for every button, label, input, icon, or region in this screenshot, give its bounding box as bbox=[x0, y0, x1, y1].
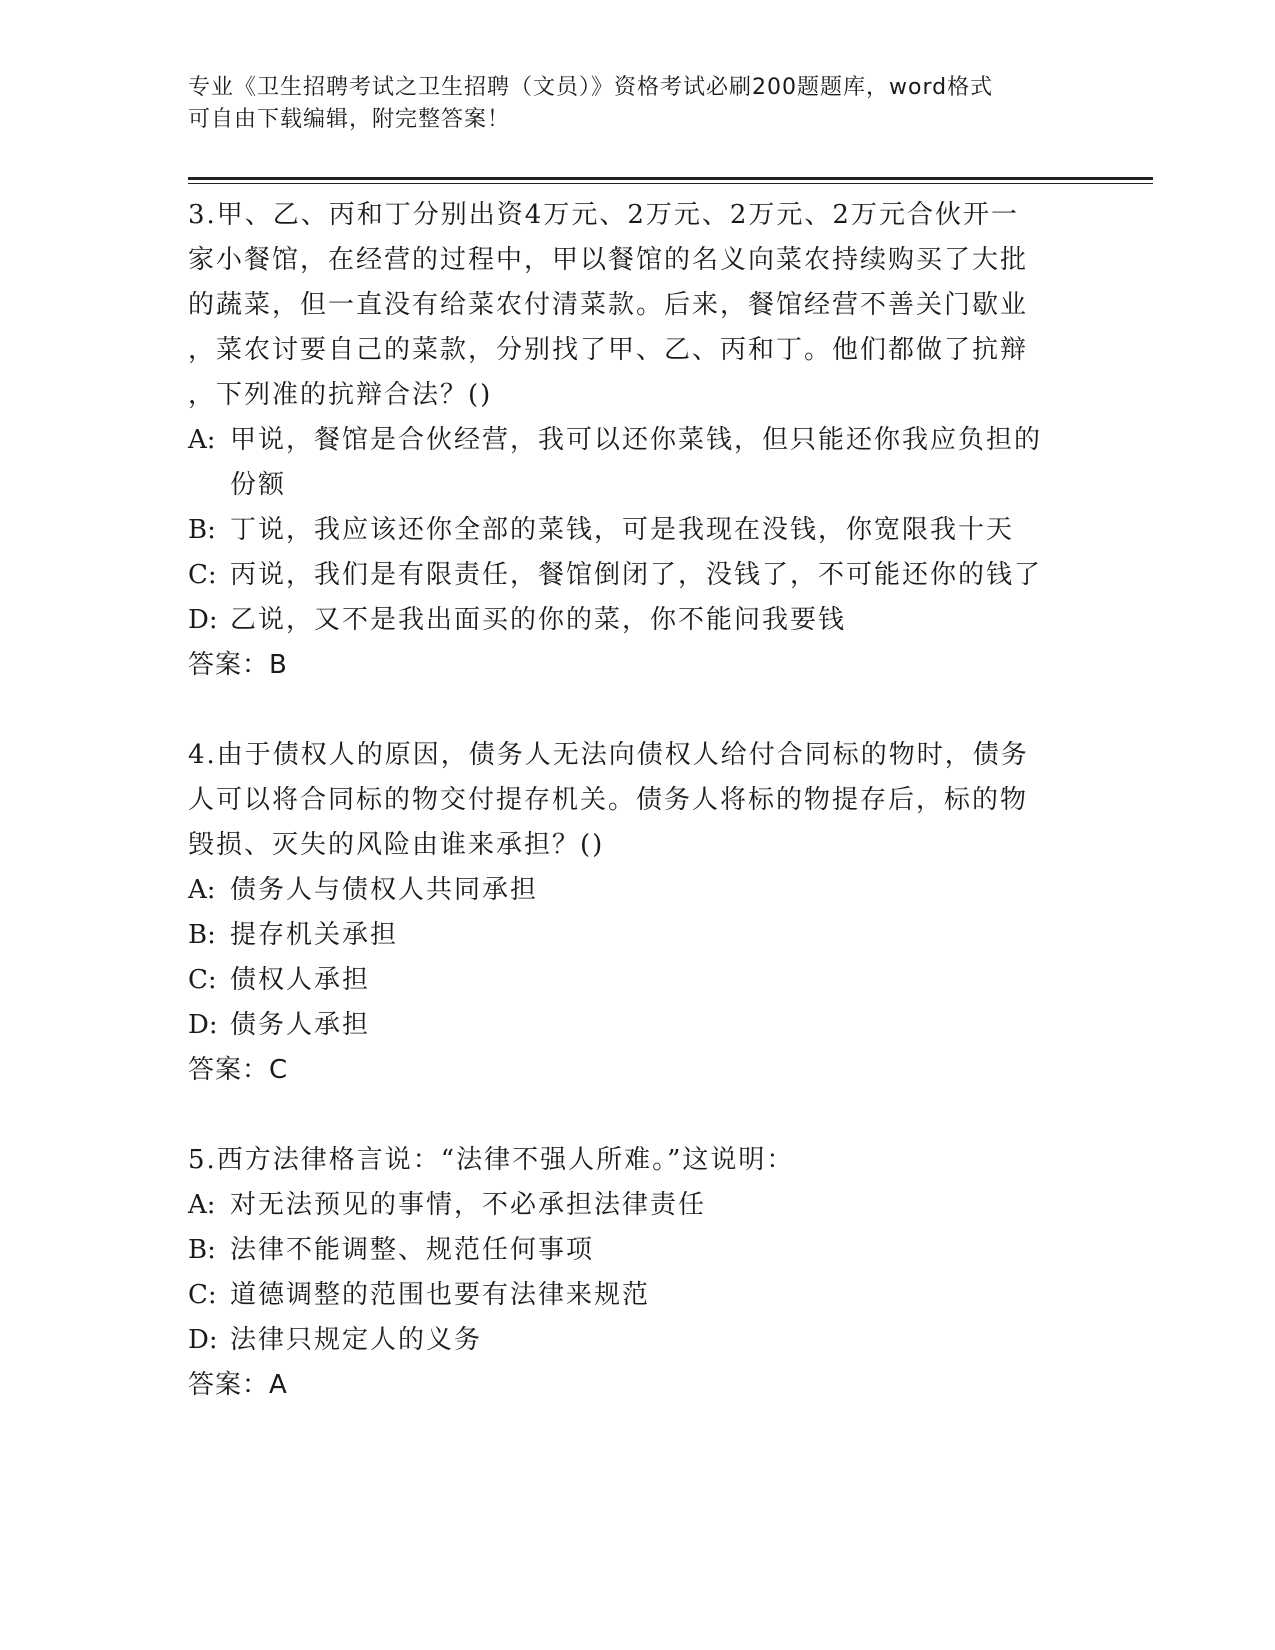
option-c bbox=[188, 958, 1068, 1003]
question-stem-line: 毁损、灭失的风险由谁来承担？() bbox=[188, 830, 605, 860]
option-b bbox=[188, 508, 1068, 553]
question-5 bbox=[188, 1138, 1068, 1408]
option-text: 法律不能调整、规范任何事项 bbox=[230, 1235, 595, 1265]
question-stem-line: ，下列准的抗辩合法？() bbox=[188, 380, 493, 410]
option-letter: A: bbox=[188, 1190, 216, 1220]
option-text: 道德调整的范围也要有法律来规范 bbox=[230, 1280, 651, 1310]
option-text: 丙说，我们是有限责任，餐馆倒闭了，没钱了，不可能还你的钱了 bbox=[230, 560, 1043, 590]
option-text: 提存机关承担 bbox=[230, 920, 399, 950]
option-text: 丁说，我应该还你全部的菜钱，可是我现在没钱，你宽限我十天 bbox=[230, 515, 1015, 545]
question-stem-line: 3.甲、乙、丙和丁分别出资4万元、2万元、2万元、2万元合伙开一 bbox=[188, 200, 1019, 230]
question-list bbox=[188, 193, 1068, 1408]
option-letter: B: bbox=[188, 920, 216, 950]
option-b bbox=[188, 1228, 1068, 1273]
answer-line: 答案：C bbox=[188, 1055, 289, 1085]
header-rule-thin bbox=[188, 183, 1153, 184]
page-header bbox=[188, 72, 1068, 136]
option-letter: D: bbox=[188, 1325, 218, 1355]
question-stem-line: 5.西方法律格言说：“法律不强人所难。”这说明： bbox=[188, 1145, 795, 1175]
answer-line: 答案：A bbox=[188, 1370, 288, 1400]
option-text: 法律只规定人的义务 bbox=[230, 1325, 483, 1355]
option-d bbox=[188, 598, 1068, 643]
option-letter: D: bbox=[188, 1010, 218, 1040]
option-a bbox=[188, 1183, 1068, 1228]
option-text: 甲说，餐馆是合伙经营，我可以还你菜钱，但只能还你我应负担的份额 bbox=[230, 425, 1043, 500]
option-letter: C: bbox=[188, 965, 217, 995]
option-text: 对无法预见的事情，不必承担法律责任 bbox=[230, 1190, 707, 1220]
option-a bbox=[188, 868, 1068, 913]
option-letter: B: bbox=[188, 515, 216, 545]
option-letter: D: bbox=[188, 605, 218, 635]
answer-line: 答案：B bbox=[188, 650, 288, 680]
header-rule-thick bbox=[188, 177, 1153, 180]
option-letter: C: bbox=[188, 1280, 217, 1310]
header-line-1: 专业《卫生招聘考试之卫生招聘（文员）》资格考试必刷200题题库，word格式 bbox=[188, 75, 994, 100]
question-3 bbox=[188, 193, 1068, 688]
option-b bbox=[188, 913, 1068, 958]
option-d bbox=[188, 1318, 1068, 1363]
question-spacer bbox=[188, 1093, 1068, 1138]
option-text: 债务人承担 bbox=[230, 1010, 371, 1040]
question-stem-line: 人可以将合同标的物交付提存机关。债务人将标的物提存后，标的物 bbox=[188, 785, 1029, 815]
option-text: 乙说，又不是我出面买的你的菜，你不能问我要钱 bbox=[230, 605, 847, 635]
option-letter: C: bbox=[188, 560, 217, 590]
question-stem-line: ，菜农讨要自己的菜款，分别找了甲、乙、丙和丁。他们都做了抗辩 bbox=[188, 335, 1029, 365]
question-spacer bbox=[188, 688, 1068, 733]
option-letter: A: bbox=[188, 425, 216, 455]
question-stem-line: 家小餐馆，在经营的过程中，甲以餐馆的名义向菜农持续购买了大批 bbox=[188, 245, 1029, 275]
question-stem-line: 的蔬菜，但一直没有给菜农付清菜款。后来，餐馆经营不善关门歇业 bbox=[188, 290, 1029, 320]
option-letter: B: bbox=[188, 1235, 216, 1265]
option-letter: A: bbox=[188, 875, 216, 905]
question-stem-line: 4.由于债权人的原因，债务人无法向债权人给付合同标的物时，债务 bbox=[188, 740, 1029, 770]
option-d bbox=[188, 1003, 1068, 1048]
option-a bbox=[188, 418, 1068, 508]
header-line-2: 可自由下载编辑，附完整答案！ bbox=[188, 107, 511, 132]
option-c bbox=[188, 1273, 1068, 1318]
option-c bbox=[188, 553, 1068, 598]
question-4 bbox=[188, 733, 1068, 1093]
option-text: 债务人与债权人共同承担 bbox=[230, 875, 539, 905]
option-text: 债权人承担 bbox=[230, 965, 371, 995]
